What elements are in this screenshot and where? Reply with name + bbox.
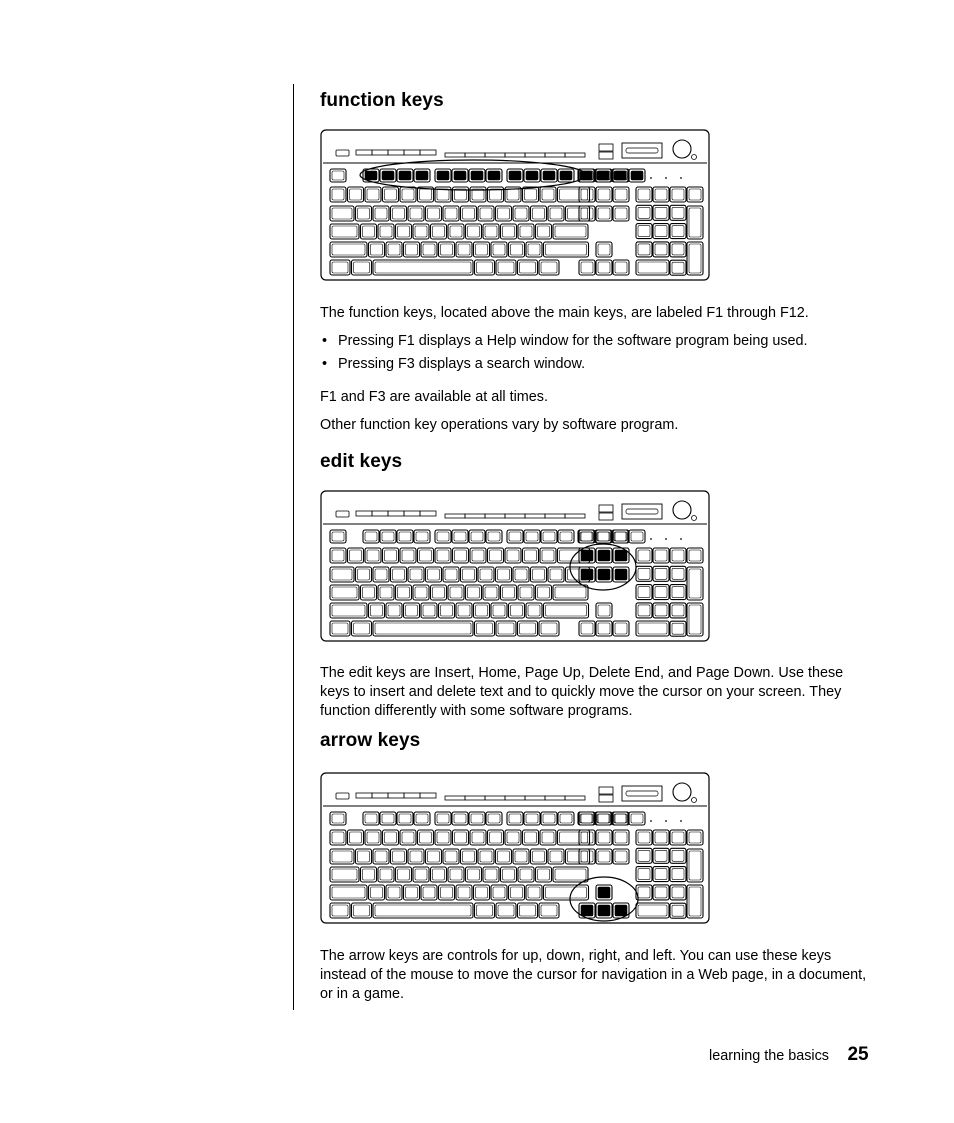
key-cap bbox=[598, 887, 610, 898]
heading-edit-keys: edit keys bbox=[320, 451, 403, 472]
heading-arrow-keys: arrow keys bbox=[320, 730, 421, 751]
indicator-light bbox=[650, 820, 652, 822]
indicator-light bbox=[650, 177, 652, 179]
heading-function-keys: function keys bbox=[320, 90, 444, 111]
page-number: 25 bbox=[847, 1044, 869, 1065]
key-cap bbox=[488, 171, 500, 180]
key-cap bbox=[416, 171, 428, 180]
key-cap bbox=[631, 171, 643, 180]
key-cap bbox=[581, 569, 593, 580]
key-cap bbox=[471, 171, 483, 180]
function-keys-bullets bbox=[320, 332, 880, 378]
key-cap bbox=[365, 171, 377, 180]
page-footer bbox=[709, 1044, 869, 1066]
function-keys-intro: The function keys, located above the main keys, are labeled F1 through F12. bbox=[320, 305, 809, 321]
indicator-light bbox=[680, 177, 682, 179]
arrow-keys-body: The arrow keys are controls for up, down, right, and left. You can use these keys instead of the mouse to move the cursor for navigation in a Web page, in a document, or in a game. bbox=[320, 948, 867, 1002]
key-cap bbox=[509, 171, 521, 180]
key-cap bbox=[399, 171, 411, 180]
edit-keys-body: The edit keys are Insert, Home, Page Up, Delete End, and Page Down. Use these keys to insert and delete text and to quickly move the cursor on your screen. They function differently with some software programs. bbox=[320, 665, 844, 719]
keyboard-diagram-edit bbox=[320, 490, 710, 642]
key-cap bbox=[526, 171, 538, 180]
bullet-item: • Pressing F1 displays a Help window for the software program being used. bbox=[320, 332, 880, 351]
indicator-light bbox=[680, 820, 682, 822]
indicator-light bbox=[650, 538, 652, 540]
key-cap bbox=[615, 905, 627, 916]
key-cap bbox=[598, 905, 610, 916]
indicator-light bbox=[665, 177, 667, 179]
key-cap bbox=[581, 550, 593, 561]
function-keys-note-variation: Other function key operations vary by software program. bbox=[320, 417, 679, 433]
keyboard-diagram-function bbox=[320, 129, 710, 281]
key-cap bbox=[597, 171, 609, 180]
margin-rule bbox=[293, 84, 294, 1010]
key-cap bbox=[598, 569, 610, 580]
indicator-light bbox=[665, 820, 667, 822]
key-cap bbox=[543, 171, 555, 180]
key-cap bbox=[615, 550, 627, 561]
function-keys-note-availability: F1 and F3 are available at all times. bbox=[320, 389, 548, 405]
key-cap bbox=[560, 171, 572, 180]
footer-chapter-title: learning the basics bbox=[709, 1048, 829, 1064]
key-cap bbox=[614, 171, 626, 180]
keyboard-diagram-arrow bbox=[320, 772, 710, 924]
key-cap bbox=[615, 569, 627, 580]
key-cap bbox=[454, 171, 466, 180]
indicator-light bbox=[665, 538, 667, 540]
key-cap bbox=[382, 171, 394, 180]
indicator-light bbox=[680, 538, 682, 540]
bullet-item: • Pressing F3 displays a search window. bbox=[320, 355, 880, 374]
key-cap bbox=[581, 905, 593, 916]
key-cap bbox=[598, 550, 610, 561]
key-cap bbox=[437, 171, 449, 180]
